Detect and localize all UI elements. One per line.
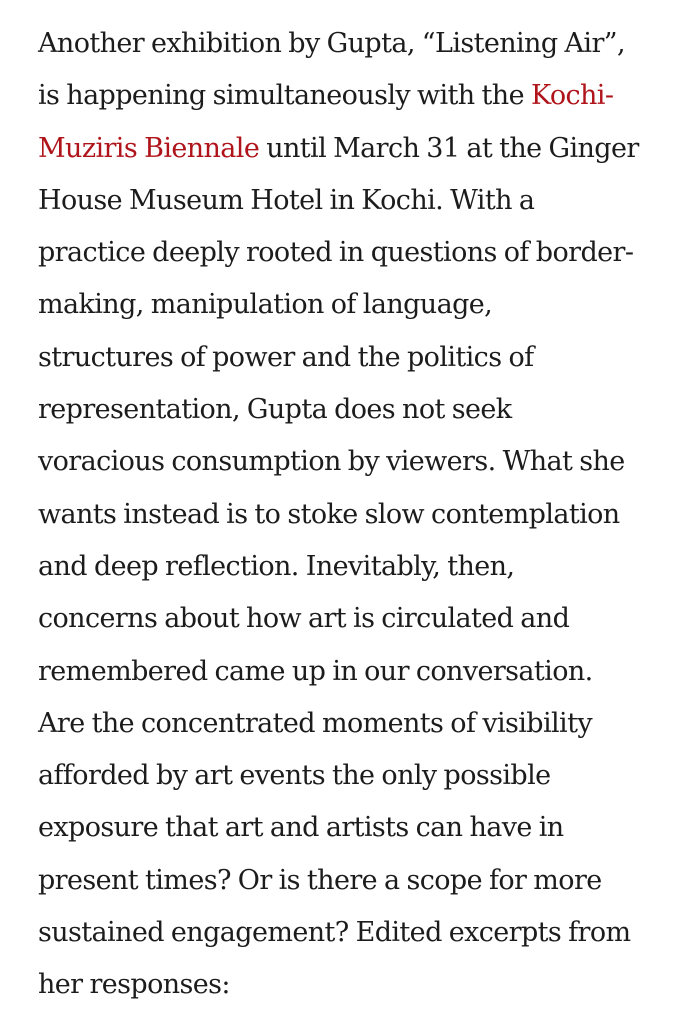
text-line: concerns about how art is circulated and: [38, 603, 570, 635]
text-line: remembered came up in our conversation.: [38, 655, 593, 687]
text-line: voracious consumption by viewers. What she: [38, 446, 625, 478]
text-line: Are the concentrated moments of visibility: [38, 707, 592, 739]
text-line: representation, Gupta does not seek: [38, 394, 512, 426]
text-line: exposure that art and artists can have in: [38, 812, 564, 844]
text-line: and deep reflection. Inevitably, then,: [38, 550, 515, 582]
text-line: making, manipulation of language,: [38, 289, 493, 321]
text-line: [38, 123, 678, 175]
text-line: House Museum Hotel in Kochi. With a: [38, 184, 535, 216]
text-line: wants instead is to stoke slow contemplation: [38, 498, 620, 530]
text-line: her responses:: [38, 969, 230, 1001]
text-line: structures of power and the politics of: [38, 341, 534, 373]
text-line: practice deeply rooted in questions of border-: [38, 237, 634, 269]
text-line: afforded by art events the only possible: [38, 760, 551, 792]
biennale-link[interactable]: Kochi-: [530, 80, 614, 112]
article-paragraph: [38, 18, 678, 1012]
text-segment: is happening simultaneously with the: [38, 80, 531, 112]
text-segment: until March 31 at the Ginger: [259, 132, 639, 164]
text-line: sustained engagement? Edited excerpts from: [38, 917, 631, 949]
text-line: [38, 70, 678, 122]
text-line: present times? Or is there a scope for more: [38, 864, 602, 896]
biennale-link[interactable]: Muziris Biennale: [38, 132, 260, 164]
text-line: Another exhibition by Gupta, “Listening Air”,: [38, 28, 625, 59]
